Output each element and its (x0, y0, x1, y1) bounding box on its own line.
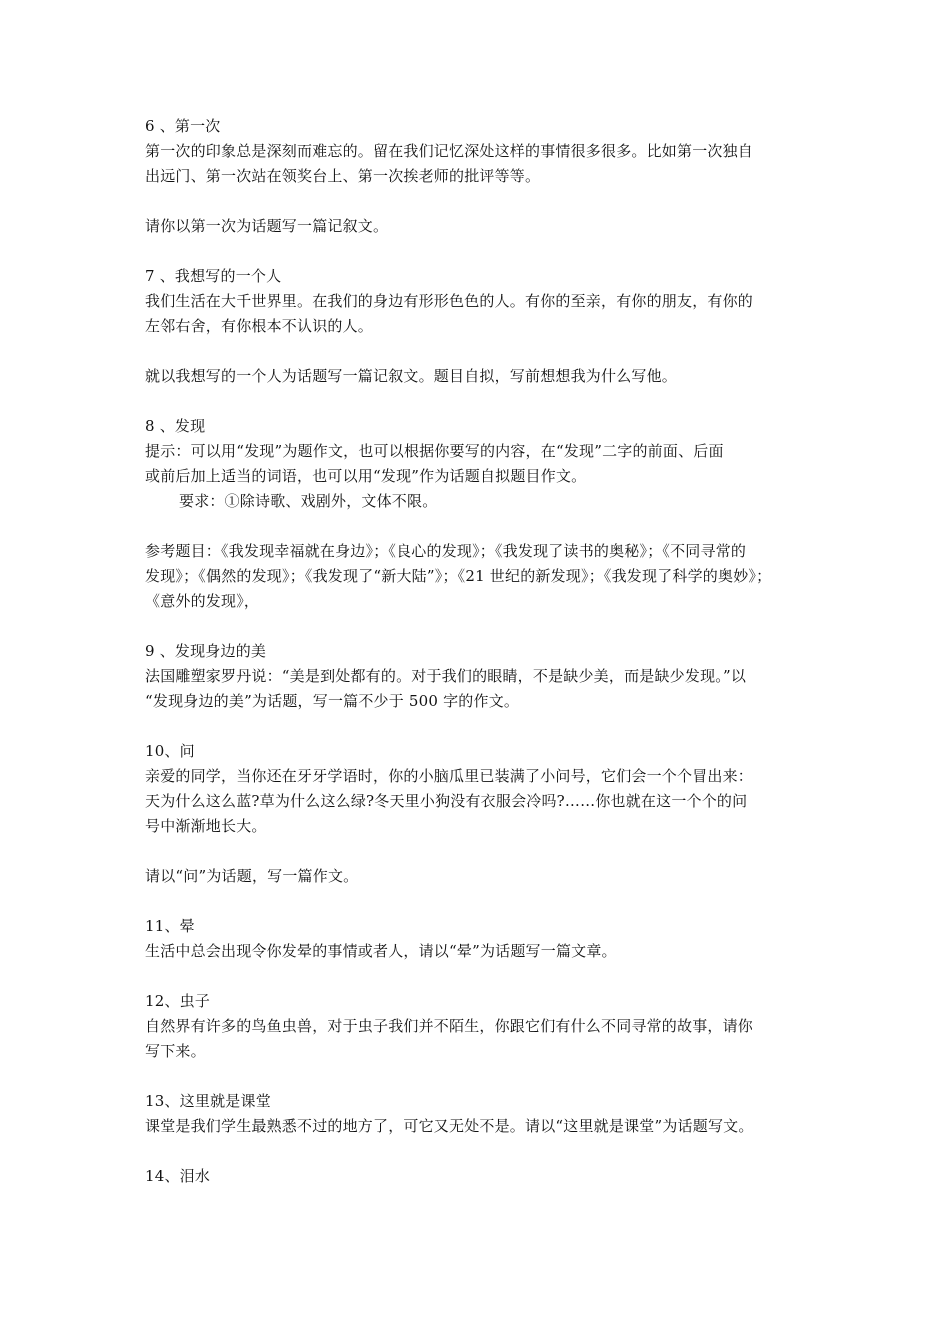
paragraph-line: 写下来。 (145, 1042, 206, 1060)
spacer (145, 239, 813, 264)
reference-titles-line: 参考题目：《我发现幸福就在身边》；《良心的发现》；《我发现了读书的奥秘》；《不同寻常的 (145, 542, 747, 560)
section-heading: 6 、第一次 (145, 117, 221, 135)
document-page (145, 114, 813, 1189)
paragraph-line: 第一次的印象总是深刻而难忘的。留在我们记忆深处这样的事情很多很多。比如第一次独自 (145, 142, 754, 160)
reference-titles-line: 《意外的发现》， (145, 592, 260, 610)
section-heading: 7 、我想写的一个人 (145, 267, 282, 285)
paragraph-line: 自然界有许多的鸟鱼虫兽，对于虫子我们并不陌生，你跟它们有什么不同寻常的故事，请你 (145, 1017, 754, 1035)
section-heading: 14、泪水 (145, 1167, 211, 1185)
paragraph-line: 亲爱的同学，当你还在牙牙学语时，你的小脑瓜里已装满了小问号，它们会一个个冒出来： (145, 767, 754, 785)
spacer (145, 614, 813, 639)
prompt-line: 请以“问”为话题，写一篇作文。 (145, 867, 359, 885)
paragraph-line: 法国雕塑家罗丹说：“美是到处都有的。对于我们的眼睛，不是缺少美，而是缺少发现。”以 (145, 667, 747, 685)
spacer (145, 514, 813, 539)
paragraph-line: 课堂是我们学生最熟悉不过的地方了，可它又无处不是。请以“这里就是课堂”为话题写文。 (145, 1117, 754, 1135)
prompt-line: 请你以第一次为话题写一篇记叙文。 (145, 217, 389, 235)
paragraph-line: 天为什么这么蓝?草为什么这么绿?冬天里小狗没有衣服会冷吗?……你也就在这一个个的问 (145, 792, 748, 810)
paragraph-line: 或前后加上适当的词语，也可以用“发现”作为话题自拟题目作文。 (145, 467, 587, 485)
section-heading: 13、这里就是课堂 (145, 1092, 271, 1110)
spacer (145, 1064, 813, 1089)
spacer (145, 889, 813, 914)
paragraph-line: 提示：可以用“发现”为题作文，也可以根据你要写的内容，在“发现”二字的前面、后面 (145, 442, 724, 460)
spacer (145, 389, 813, 414)
section-heading: 9 、发现身边的美 (145, 642, 267, 660)
section-heading: 11、晕 (145, 917, 195, 935)
paragraph-line: 号中渐渐地长大。 (145, 817, 267, 835)
section-heading: 8 、发现 (145, 417, 206, 435)
reference-titles-line: 发现》；《偶然的发现》；《我发现了“新大陆”》；《21 世纪的新发现》；《我发现了科学的奥妙》； (145, 567, 772, 585)
spacer (145, 339, 813, 364)
spacer (145, 964, 813, 989)
requirement-line: 要求：①除诗歌、戏剧外，文体不限。 (179, 492, 438, 510)
section-heading: 12、虫子 (145, 992, 211, 1010)
prompt-line: 就以我想写的一个人为话题写一篇记叙文。题目自拟，写前想想我为什么写他。 (145, 367, 678, 385)
paragraph-line: 我们生活在大千世界里。在我们的身边有形形色色的人。有你的至亲，有你的朋友，有你的 (145, 292, 754, 310)
spacer (145, 839, 813, 864)
paragraph-line: 生活中总会出现令你发晕的事情或者人，请以“晕”为话题写一篇文章。 (145, 942, 617, 960)
paragraph-line: 出远门、第一次站在领奖台上、第一次挨老师的批评等等。 (145, 167, 541, 185)
paragraph-line: “发现身边的美”为话题，写一篇不少于 500 字的作文。 (145, 692, 520, 710)
spacer (145, 1139, 813, 1164)
spacer (145, 189, 813, 214)
paragraph-line: 左邻右舍，有你根本不认识的人。 (145, 317, 374, 335)
section-heading: 10、问 (145, 742, 195, 760)
spacer (145, 714, 813, 739)
